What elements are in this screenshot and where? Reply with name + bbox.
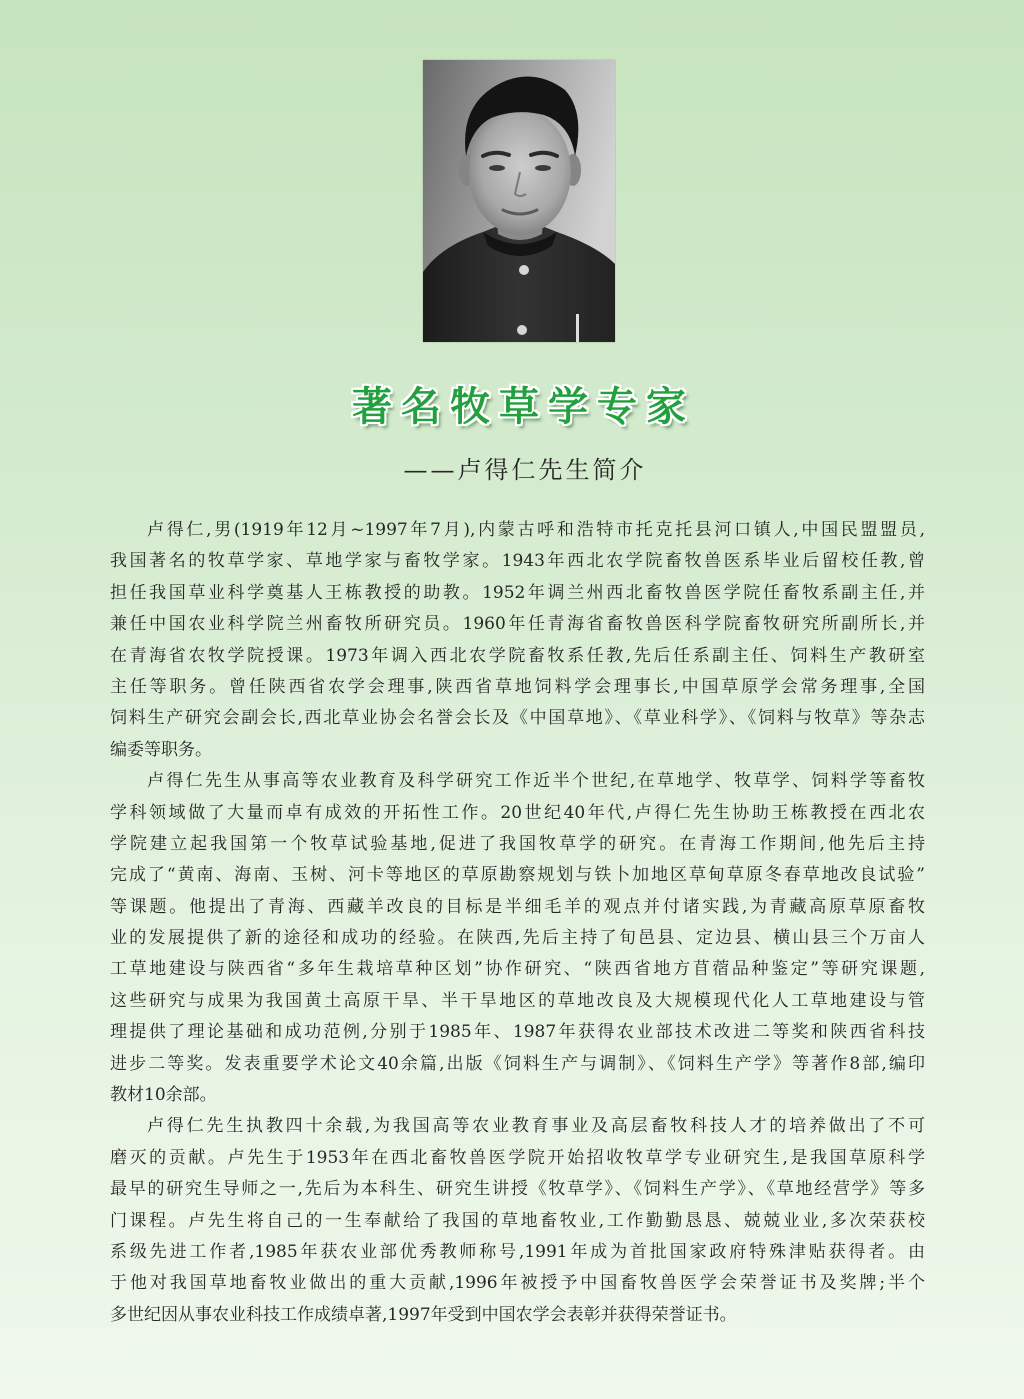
- text-line: 最早的研究生导师之一,先后为本科生、研究生讲授《牧草学》、《饲料生产学》、《草地经营学》等多: [110, 1179, 925, 1200]
- text-line: 在青海省农牧学院授课。1973年调入西北农学院畜牧系任教,先后任系副主任、饲料生产教研室: [110, 645, 925, 666]
- portrait-photo: [423, 60, 615, 342]
- text-line: 卢得仁,男(1919年12月~1997年7月),内蒙古呼和浩特市托克托县河口镇人,中国民盟盟员,: [147, 520, 925, 540]
- pocket-pen: [576, 314, 579, 342]
- text-line: 饲料生产研究会副会长,西北草业协会名誉会长及《中国草地》、《草业科学》、《饲料与牧草》等杂志: [110, 708, 925, 729]
- text-line: 教材10余部。: [110, 1085, 217, 1106]
- text-line: 兼任中国农业科学院兰州畜牧所研究员。1960年任青海省畜牧兽医科学院畜牧研究所副所长,并: [110, 614, 925, 635]
- text-line: 门课程。卢先生将自己的一生奉献给了我国的草地畜牧业,工作勤勤恳恳、兢兢业业,多次荣获校: [110, 1210, 925, 1231]
- paragraph-2: [110, 766, 925, 1111]
- text-line: 这些研究与成果为我国黄土高原干旱、半干旱地区的草地改良及大规模现代化人工草地建设与管: [110, 990, 925, 1011]
- jacket-button: [519, 265, 529, 275]
- text-line: 担任我国草业科学奠基人王栋教授的助教。1952年调兰州西北畜牧兽医学院任畜牧系副主任,并: [110, 582, 925, 603]
- text-line: 工草地建设与陕西省“多年生栽培草种区划”协作研究、“陕西省地方苜蓿品种鉴定”等研究课题,: [110, 959, 925, 980]
- page-title: 著名牧草学专家: [352, 384, 686, 430]
- text-line: 于他对我国草地畜牧业做出的重大贡献,1996年被授予中国畜牧兽医学会荣誉证书及奖牌;半个: [110, 1273, 925, 1294]
- text-line: 业的发展提供了新的途径和成功的经验。在陕西,先后主持了旬邑县、定边县、横山县三个万亩人: [110, 928, 925, 949]
- text-line: 学科领域做了大量而卓有成效的开拓性工作。20世纪40年代,卢得仁先生协助王栋教授在西北农: [110, 802, 925, 823]
- paragraph-1: [110, 515, 925, 766]
- jacket-button: [517, 325, 527, 335]
- article-body: [110, 515, 925, 1331]
- text-line: 系级先进工作者,1985年获农业部优秀教师称号,1991年成为首批国家政府特殊津贴获得者。由: [110, 1241, 925, 1262]
- paragraph-3: [110, 1111, 925, 1331]
- text-line: 理提供了理论基础和成功范例,分别于1985年、1987年获得农业部技术改进二等奖和陕西省科技: [110, 1022, 925, 1043]
- text-line: 学院建立起我国第一个牧草试验基地,促进了我国牧草学的研究。在青海工作期间,他先后主持: [110, 833, 925, 854]
- left-eye: [489, 165, 505, 171]
- text-line: 磨灭的贡献。卢先生于1953年在西北畜牧兽医学院开始招收牧草学专业研究生,是我国草原科学: [110, 1147, 925, 1168]
- text-line: 完成了“黄南、海南、玉树、河卡等地区的草原勘察规划与铁卜加地区草甸草原冬春草地改良试验”: [110, 865, 925, 886]
- text-line: 卢得仁先生执教四十余载,为我国高等农业教育事业及高层畜牧科技人才的培养做出了不可: [147, 1116, 925, 1137]
- right-eye: [535, 165, 551, 171]
- text-line: 编委等职务。: [110, 739, 212, 760]
- text-line: 多世纪因从事农业科技工作成绩卓著,1997年受到中国农学会表彰并获得荣誉证书。: [110, 1304, 737, 1325]
- page-subtitle: ——卢得仁先生简介: [403, 456, 647, 484]
- text-line: 主任等职务。曾任陕西省农学会理事,陕西省草地饲料学会理事长,中国草原学会常务理事,全国: [110, 676, 925, 697]
- portrait-image: [423, 60, 615, 342]
- text-line: 卢得仁先生从事高等农业教育及科学研究工作近半个世纪,在草地学、牧草学、饲料学等畜牧: [147, 771, 925, 792]
- text-line: 我国著名的牧草学家、草地学家与畜牧学家。1943年西北农学院畜牧兽医系毕业后留校任教,曾: [110, 551, 925, 572]
- text-line: 等课题。他提出了青海、西藏羊改良的目标是半细毛羊的观点并付诸实践,为青藏高原草原畜牧: [110, 896, 925, 917]
- text-line: 进步二等奖。发表重要学术论文40余篇,出版《饲料生产与调制》、《饲料生产学》等著作8部,编印: [110, 1053, 925, 1074]
